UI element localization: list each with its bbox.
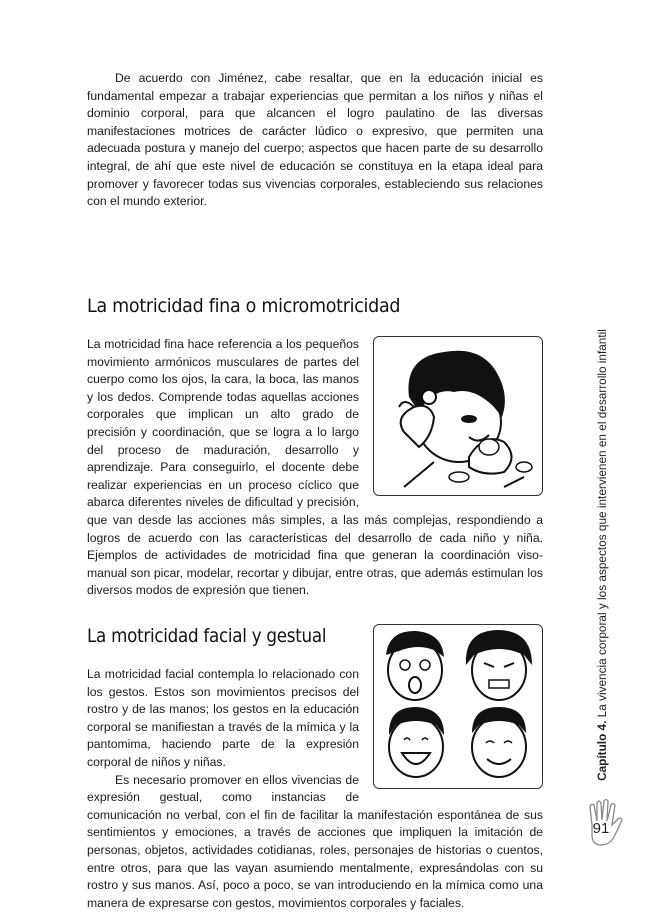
section-facial [87,666,543,912]
chapter-subtitle: La vivencia corporal y los aspectos que intervienen en el desarrollo infantil [595,329,609,721]
section-fina [87,336,543,600]
paragraph-motricidad-fina: La motricidad fina hace referencia a los pequeños movimiento armónicos musculares de partes del cuerpo como los ojos, la cara, la boca, las manos y los dedos. Comprende todas aquellas acciones corporales que implican un alto grado de precisión y coordinación, que se logra a lo largo del proceso de maduración, desarrollo y aprendizaje. Para conseguirlo, el docente debe realizar experiencias en un proceso cíclico que abarca diferentes niveles de dificultad y precisión, que van desde las acciones más simples, a las más complejas, respondiendo a logros de acuerdo con las características del desarrollo de cada niño y niña. Ejemplos de actividades de motricidad fina que generan la coordinación viso-manual son picar, modelar, recortar y dibujar, entre otras, que además estimulan los diversos modos de expresión que tienen. [87,337,543,598]
face-smiling [472,707,526,777]
face-angry [466,630,532,700]
chapter-label: Capítulo 4. [595,720,609,781]
heading-motricidad-fina: La motricidad fina o micromotricidad [87,295,401,317]
chapter-title [595,329,609,781]
paragraph-facial-1: La motricidad facial contempla lo relacionado con los gestos. Estos son movimientos precisos del rostro y de las manos; los gestos en la educación corporal se manifiestan a través de la mímica y la pantomima, haciendo parte de la expresión corporal de niños y niñas. [87,667,359,769]
intro-paragraph: De acuerdo con Jiménez, cabe resaltar, que en la educación inicial es fundamental empezar a trabajar experiencias que permitan a los niños y niñas el dominio corporal, para que alcancen el logro paulatino de las diversas manifestaciones motrices de carácter lúdico o expresivo, que permiten una adecuada postura y manejo del cuerpo; aspectos que hacen parte de su desarrollo integral, de ahí que este nivel de educación se constituya en la etapa ideal para promover y favorecer todas sus vivencias corporales, estableciendo sus relaciones con el mundo exterior. [87,71,543,209]
illustration-child-modeling [373,336,543,496]
illustration-facial-expressions [373,624,543,789]
face-laughing [389,707,444,777]
chapter-sidebar [587,329,617,781]
page-number: 91 [592,820,610,837]
face-surprised [386,631,444,700]
heading-motricidad-facial: La motricidad facial y gestual [87,625,327,647]
paragraph-facial-2: Es necesario promover en ellos vivencias de expresión gestual, como instancias de comunicación no verbal, con el fin de facilitar la manifestación espontánea de sus sentimientos y emociones, a través de acciones que impliquen la imitación de personas, objetos, actividades cotidianas, roles, personajes de historias o cuentos, entre otros, para que las vayan asumiendo mentalmente, expresándolas con su rostro y sus manos. Así, poco a poco, se van introduciendo en la mímica como una manera de expresarse con gestos, movimientos corporales y faciales. [87,772,543,910]
